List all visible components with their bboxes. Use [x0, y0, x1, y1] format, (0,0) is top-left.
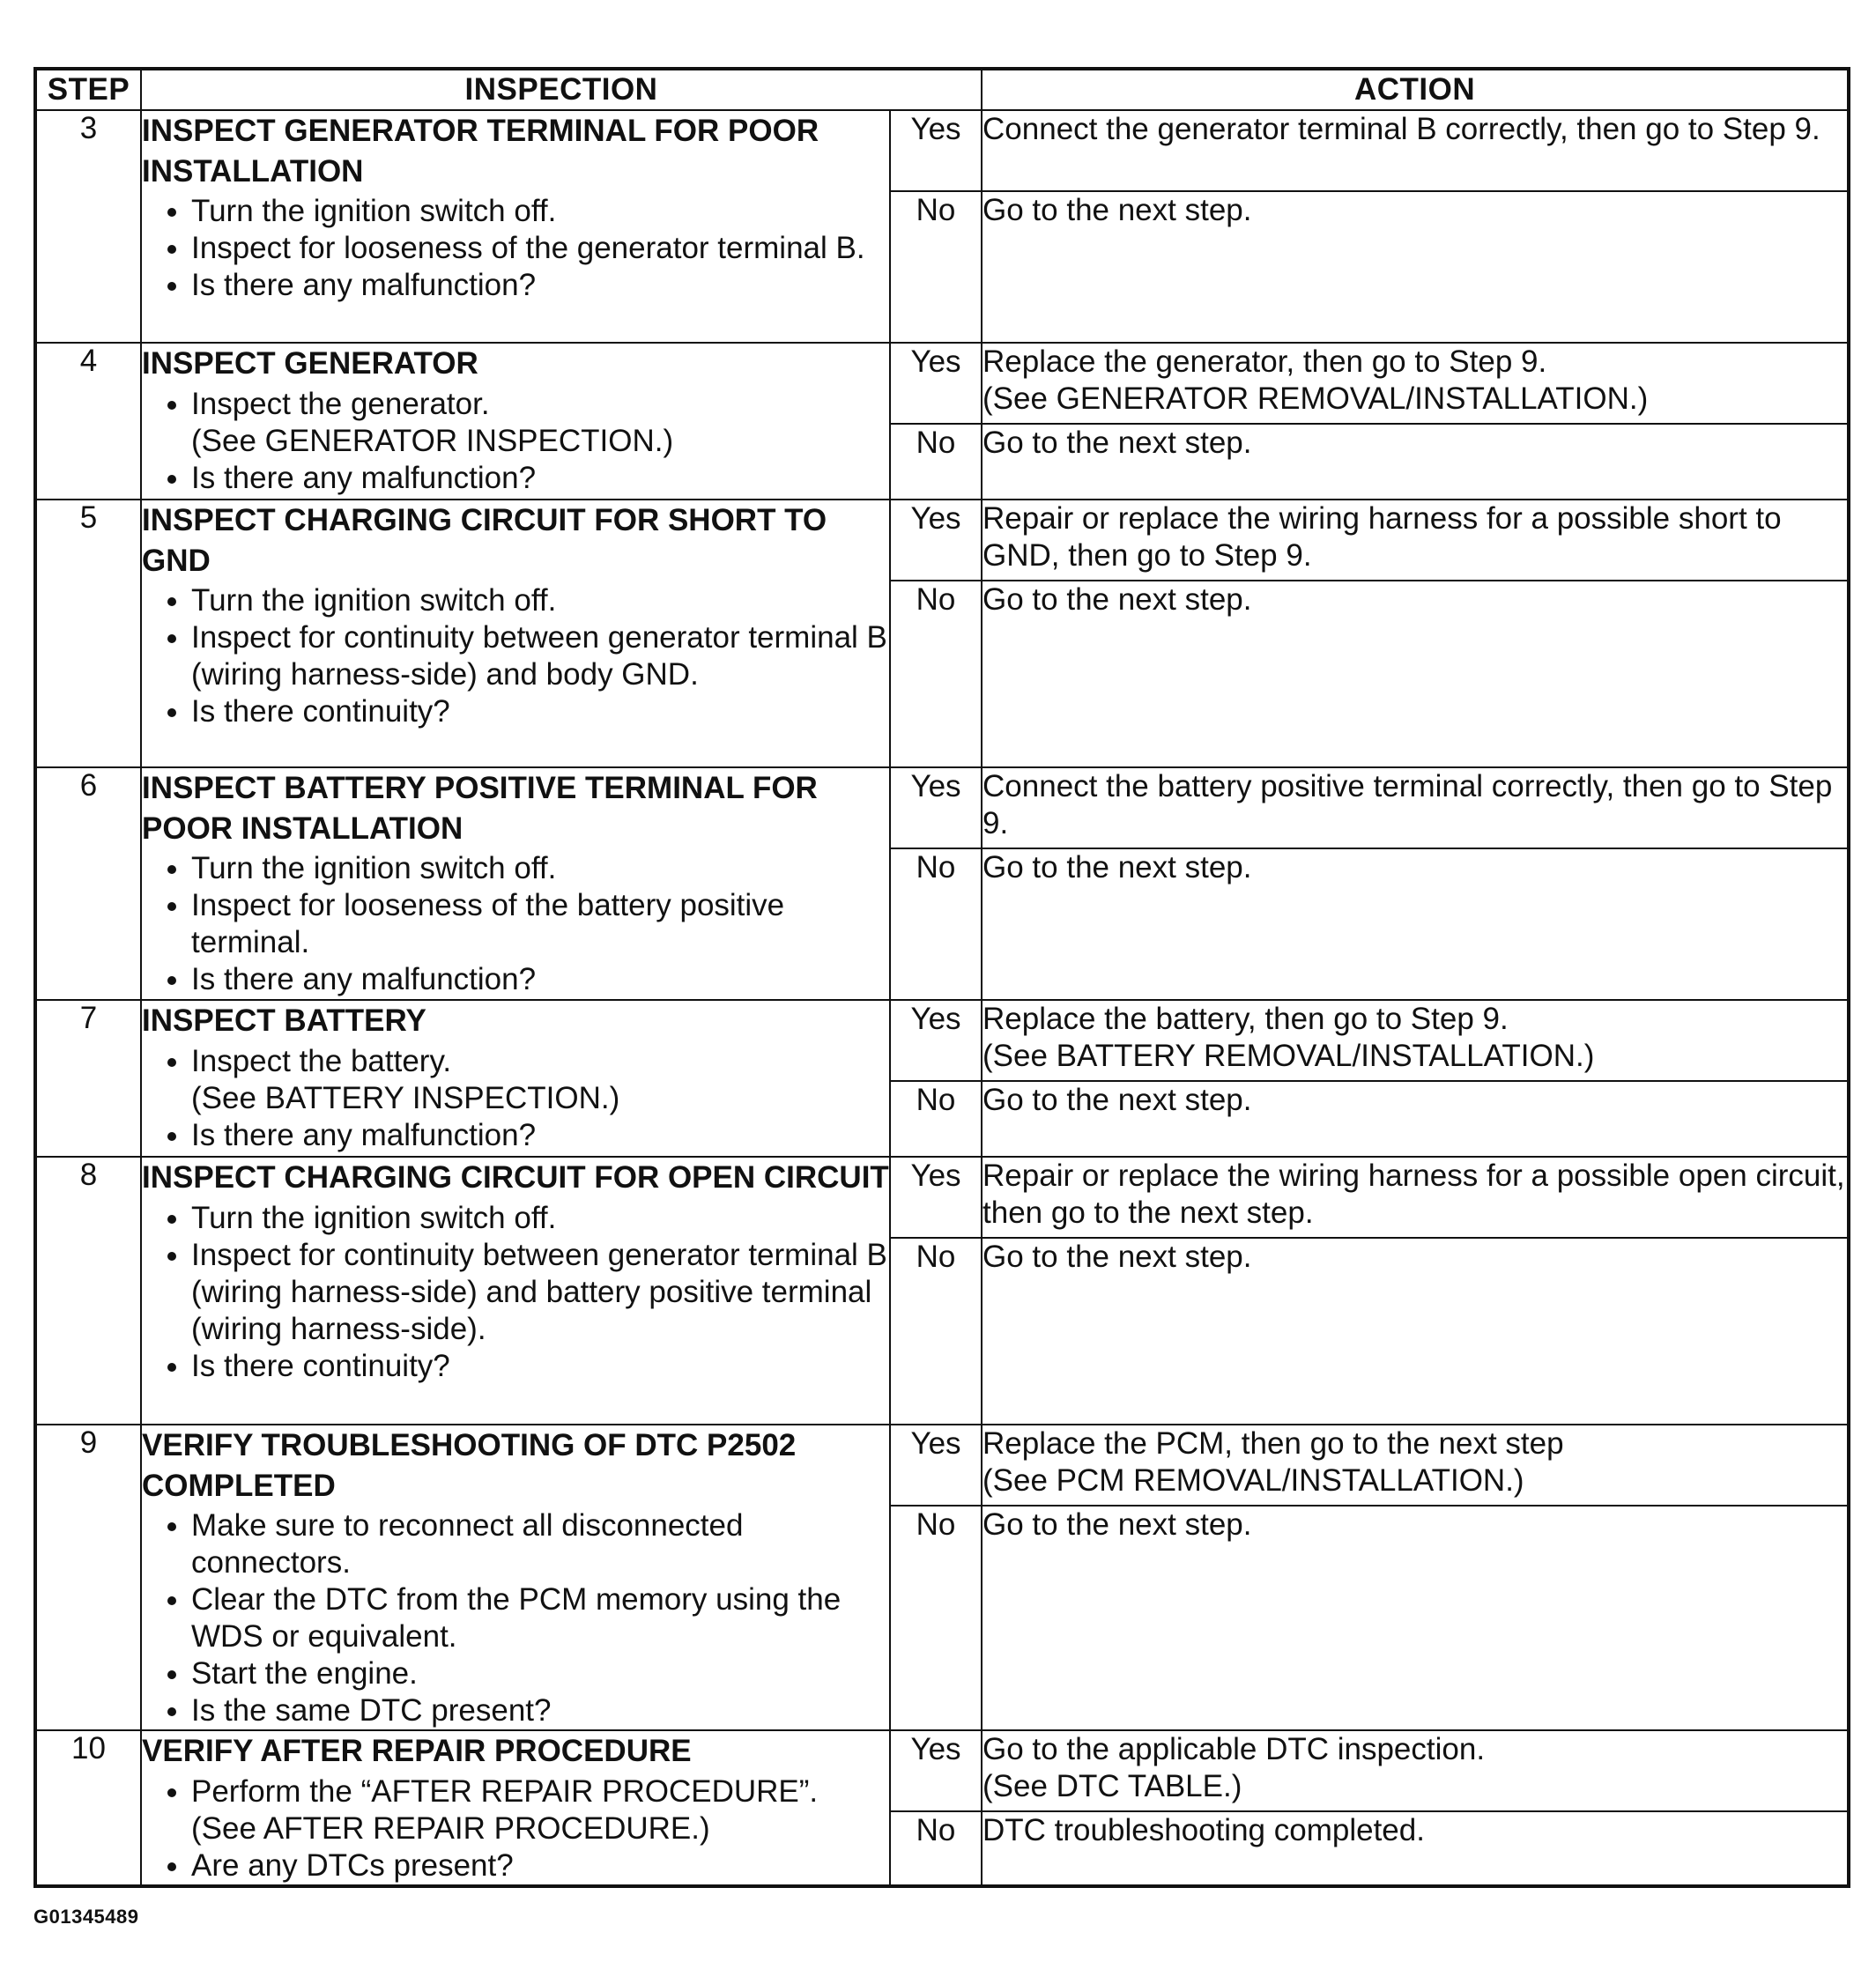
step-inspection: [141, 1157, 890, 1425]
table-header-row: [35, 69, 1849, 110]
bullet-item: [191, 1043, 889, 1117]
step-number: 5: [35, 500, 141, 767]
bullet-item: • Start the engine.: [191, 1655, 889, 1692]
no-label: No: [890, 1081, 982, 1157]
bullet-item: • Is there any malfunction?: [191, 460, 889, 497]
yes-action-text: Replace the PCM, then go to the next step: [982, 1426, 1564, 1461]
no-action: Go to the next step.: [982, 581, 1849, 767]
inspection-bullets: [142, 1773, 889, 1884]
no-action: Go to the next step.: [982, 848, 1849, 1000]
step-inspection: [141, 110, 890, 343]
yes-label: Yes: [890, 1730, 982, 1811]
yes-action: Repair or replace the wiring harness for a possible short to GND, then go to Step 9.: [982, 500, 1849, 581]
yes-action: [982, 343, 1849, 424]
inspection-title: VERIFY AFTER REPAIR PROCEDURE: [142, 1734, 692, 1768]
yes-action-reference: (See PCM REMOVAL/INSTALLATION.): [982, 1463, 1524, 1498]
yes-action: Connect the battery positive terminal correctly, then go to Step 9.: [982, 767, 1849, 848]
yes-label: Yes: [890, 767, 982, 848]
step-row-7: [35, 1000, 1849, 1081]
bullet-text: • Perform the “AFTER REPAIR PROCEDURE”.: [191, 1773, 819, 1809]
step-row-5: [35, 500, 1849, 581]
no-label: No: [890, 1811, 982, 1885]
step-row-3: [35, 110, 1849, 191]
bullet-subtext: (See AFTER REPAIR PROCEDURE.): [191, 1810, 710, 1846]
step-row-10: [35, 1730, 1849, 1811]
bullet-item: • Is there any malfunction?: [191, 1117, 889, 1154]
bullet-text: • Inspect the battery.: [191, 1043, 452, 1078]
yes-action-text: Go to the applicable DTC inspection.: [982, 1732, 1486, 1766]
step-inspection: [141, 1425, 890, 1730]
bullet-item: • Turn the ignition switch off.: [191, 582, 889, 619]
step-number: 9: [35, 1425, 141, 1730]
step-number: 4: [35, 343, 141, 500]
no-action: Go to the next step.: [982, 1081, 1849, 1157]
bullet-item: • Turn the ignition switch off.: [191, 193, 889, 230]
bullet-item: [191, 386, 889, 460]
bullet-item: • Inspect for looseness of the generator terminal B.: [191, 230, 889, 267]
step-row-8: [35, 1157, 1849, 1238]
step-inspection: [141, 500, 890, 767]
no-action: Go to the next step.: [982, 191, 1849, 343]
bullet-item: • Turn the ignition switch off.: [191, 1200, 889, 1237]
bullet-item: • Is there any malfunction?: [191, 267, 889, 304]
yes-label: Yes: [890, 343, 982, 424]
inspection-bullets: [142, 386, 889, 497]
yes-action: [982, 1730, 1849, 1811]
inspection-title: INSPECT BATTERY: [142, 1003, 426, 1038]
yes-action: [982, 1000, 1849, 1081]
bullet-item: • Is the same DTC present?: [191, 1692, 889, 1729]
no-label: No: [890, 581, 982, 767]
step-inspection: [141, 1000, 890, 1157]
no-label: No: [890, 191, 982, 343]
inspection-bullets: [142, 1507, 889, 1729]
step-row-4: [35, 343, 1849, 424]
inspection-title: VERIFY TROUBLESHOOTING OF DTC P2502 COMPLETED: [142, 1428, 797, 1503]
yes-action-text: Replace the generator, then go to Step 9.: [982, 344, 1547, 379]
step-number: 6: [35, 767, 141, 1000]
bullet-item: • Inspect for looseness of the battery positive terminal.: [191, 887, 889, 961]
no-label: No: [890, 1506, 982, 1730]
yes-label: Yes: [890, 1425, 982, 1506]
inspection-title: INSPECT CHARGING CIRCUIT FOR OPEN CIRCUIT: [142, 1160, 889, 1195]
bullet-subtext: (See BATTERY INSPECTION.): [191, 1080, 620, 1115]
troubleshooting-table-container: [33, 67, 1847, 1888]
document-id: G01345489: [33, 1906, 139, 1928]
no-action: Go to the next step.: [982, 1506, 1849, 1730]
inspection-title: INSPECT CHARGING CIRCUIT FOR SHORT TO GND: [142, 503, 827, 578]
bullet-item: • Are any DTCs present?: [191, 1847, 889, 1884]
bullet-subtext: (See GENERATOR INSPECTION.): [191, 423, 674, 458]
yes-label: Yes: [890, 500, 982, 581]
yes-label: Yes: [890, 1000, 982, 1081]
inspection-title: INSPECT GENERATOR: [142, 346, 478, 381]
yes-label: Yes: [890, 110, 982, 191]
bullet-item: • Clear the DTC from the PCM memory using the WDS or equivalent.: [191, 1581, 889, 1655]
inspection-bullets: [142, 1200, 889, 1385]
inspection-title: INSPECT GENERATOR TERMINAL FOR POOR INSTALLATION: [142, 114, 819, 189]
no-action: Go to the next step.: [982, 1238, 1849, 1425]
yes-action: Connect the generator terminal B correctly, then go to Step 9.: [982, 110, 1849, 191]
yes-action-reference: (See GENERATOR REMOVAL/INSTALLATION.): [982, 381, 1649, 416]
yes-action: [982, 1425, 1849, 1506]
step-inspection: [141, 1730, 890, 1886]
no-action: Go to the next step.: [982, 424, 1849, 500]
header-action: ACTION: [982, 69, 1849, 110]
step-number: 10: [35, 1730, 141, 1886]
step-inspection: [141, 343, 890, 500]
step-number: 8: [35, 1157, 141, 1425]
inspection-bullets: [142, 850, 889, 998]
no-label: No: [890, 1238, 982, 1425]
yes-action: Repair or replace the wiring harness for a possible open circuit, then go to the next step.: [982, 1157, 1849, 1238]
inspection-bullets: [142, 582, 889, 730]
troubleshooting-table: [33, 67, 1850, 1888]
inspection-bullets: [142, 193, 889, 304]
header-inspection: INSPECTION: [141, 69, 982, 110]
bullet-item: • Is there any malfunction?: [191, 961, 889, 998]
step-row-6: [35, 767, 1849, 848]
bullet-item: • Is there continuity?: [191, 1348, 889, 1385]
yes-action-reference: (See DTC TABLE.): [982, 1769, 1242, 1803]
yes-label: Yes: [890, 1157, 982, 1238]
bullet-item: • Inspect for continuity between generator terminal B (wiring harness-side) and battery positive terminal (wiring harness-side).: [191, 1237, 889, 1348]
inspection-bullets: [142, 1043, 889, 1154]
bullet-item: • Turn the ignition switch off.: [191, 850, 889, 887]
bullet-text: • Inspect the generator.: [191, 386, 490, 421]
bullet-item: • Inspect for continuity between generator terminal B (wiring harness-side) and body GND.: [191, 619, 889, 693]
bullet-item: [191, 1773, 889, 1847]
no-label: No: [890, 848, 982, 1000]
no-label: No: [890, 424, 982, 500]
step-inspection: [141, 767, 890, 1000]
step-number: 7: [35, 1000, 141, 1157]
inspection-title: INSPECT BATTERY POSITIVE TERMINAL FOR POOR INSTALLATION: [142, 771, 818, 846]
bullet-item: • Is there continuity?: [191, 693, 889, 730]
bullet-item: • Make sure to reconnect all disconnected connectors.: [191, 1507, 889, 1581]
header-step: STEP: [35, 69, 141, 110]
no-action: DTC troubleshooting completed.: [982, 1811, 1849, 1885]
yes-action-text: Replace the battery, then go to Step 9.: [982, 1002, 1509, 1036]
yes-action-reference: (See BATTERY REMOVAL/INSTALLATION.): [982, 1039, 1595, 1073]
step-number: 3: [35, 110, 141, 343]
step-row-9: [35, 1425, 1849, 1506]
